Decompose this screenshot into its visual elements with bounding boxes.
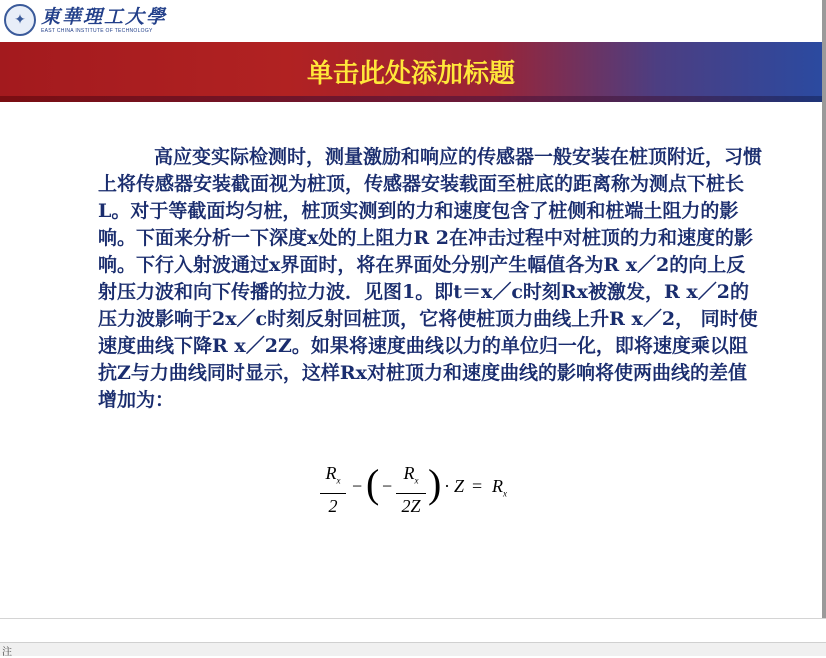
formula [320, 462, 530, 522]
formula-fraction-2 [396, 462, 426, 517]
formula-minus-2: − [382, 476, 393, 496]
logo-name-cn: 東華理工大學 [41, 6, 168, 28]
slide-title-placeholder[interactable]: 单击此处添加标题 [306, 59, 515, 89]
fraction-2-numerator: $R_x$ [403, 463, 419, 486]
formula-fraction-1 [320, 462, 346, 517]
university-logo [4, 3, 167, 37]
formula-right-paren: ) [428, 461, 442, 506]
fraction-1-bar [320, 493, 346, 494]
notes-pane[interactable] [0, 618, 826, 643]
logo-name-en: EAST CHINA INSTITUTE OF TECHNOLOGY [41, 28, 153, 34]
fraction-2-denominator: 2Z [401, 495, 421, 516]
university-seal-icon: ✦ [4, 4, 36, 36]
slide-edge-shadow [822, 0, 826, 618]
slide-body-text[interactable]: 高应变实际检测时，测量激励和响应的传感器一般安装在桩顶附近，习惯上将传感器安装截面视为桩顶，传感器安装载面至桩底的距离称为测点下桩长L。对于等截面均匀桩，桩顶实测到的力和速度包含了桩侧和桩端土阻力的影响。下面来分析一下深度x处的上阻力R 2在冲击过程中对桩顶的力和速度的影响。下行入射波通过x界面时，将在界面处分别产生幅值各为R x／2的向上反射压力波和向下传播的拉力波．见图1。即t＝x／c时刻Rx被激发，R x／2的压力波影响于2x／c时刻反射回桩顶，它将使桩顶力曲线上升R x／2， 同时使速度曲线下降R x／2Z。如果将速度曲线以力的单位归一化，即将速度乘以阻抗Z与力曲线同时显示，这样Rx对桩顶力和速度曲线的影响将使两曲线的差值增加为： [98, 146, 763, 411]
fraction-2-bar [396, 493, 426, 494]
fraction-1-denominator: 2 [328, 495, 338, 516]
status-bar [0, 642, 826, 656]
formula-z: Z [454, 476, 465, 496]
fraction-1-numerator: $R_x$ [325, 463, 341, 486]
formula-result: $R_x$ [492, 476, 507, 499]
logo-text [41, 6, 167, 34]
notes-label: 注 [2, 647, 12, 658]
formula-equals: = [472, 476, 483, 496]
formula-minus-1: − [352, 476, 363, 496]
formula-dot: · [444, 476, 450, 496]
formula-left-paren: ( [366, 461, 380, 506]
